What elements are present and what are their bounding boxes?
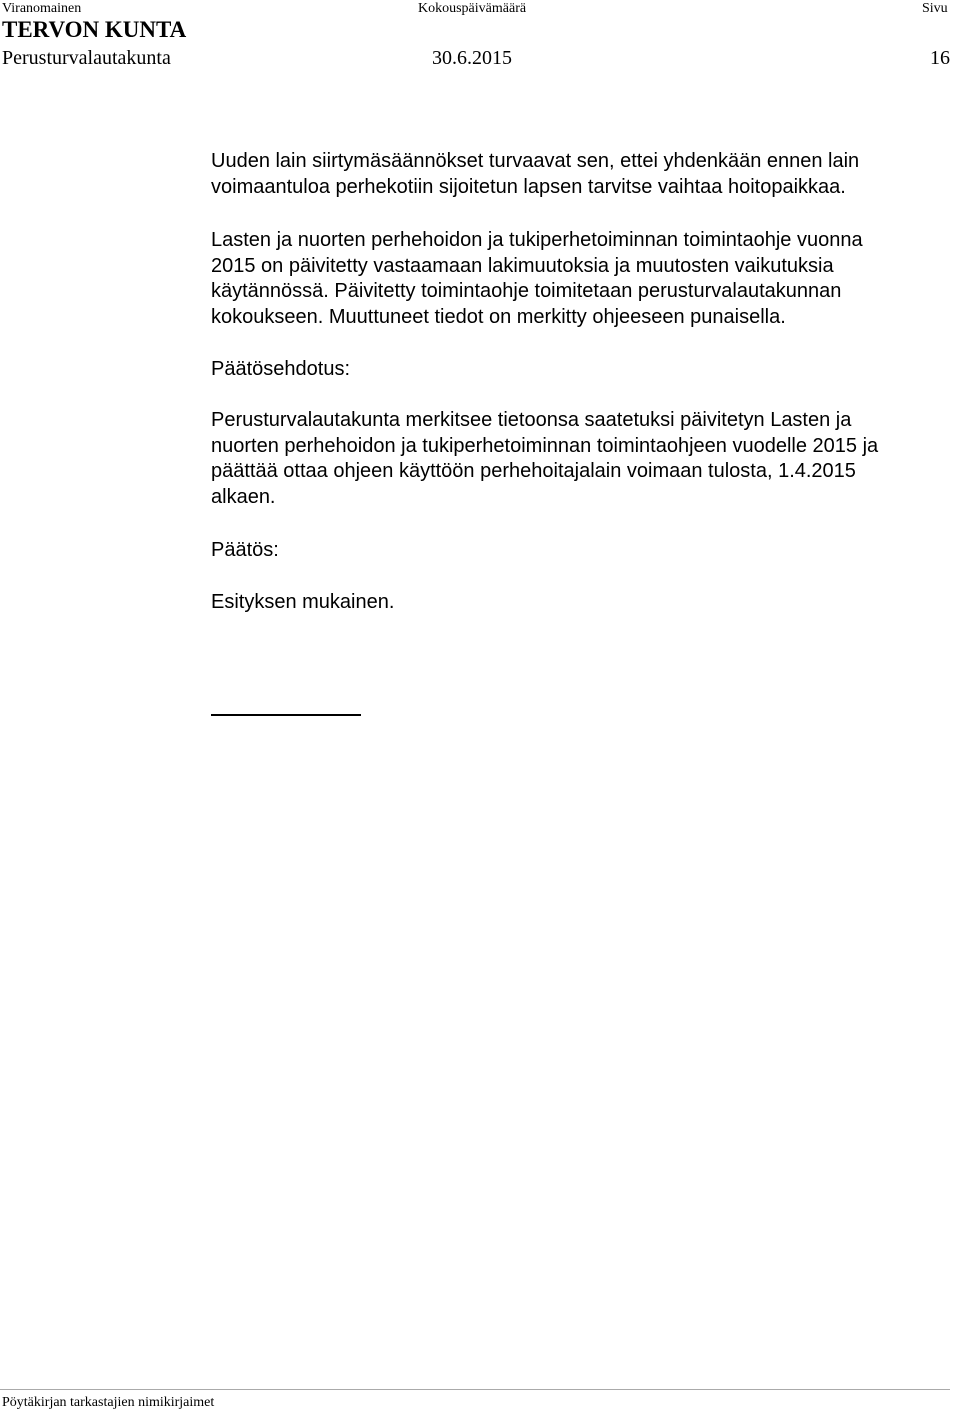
authority-name: Perusturvalautakunta (2, 47, 171, 69)
text-line: käytännössä. Päivitetty toimintaohje toimitetaan perusturvalautakunnan (211, 280, 842, 302)
text-line: Lasten ja nuorten perhehoidon ja tukiperhetoiminnan toimintaohje vuonna (211, 229, 863, 251)
text-line: Perusturvalautakunta merkitsee tietoonsa saatetuksi päivitetyn Lasten ja (211, 409, 852, 431)
proposal-heading: Päätösehdotus: (211, 358, 350, 380)
text-line: nuorten perhehoidon ja tukiperhetoiminnan toimintaohjeen vuodelle 2015 ja (211, 434, 879, 457)
text-line: Uuden lain siirtymäsäännökset turvaavat sen, ettei yhdenkään ennen lain (211, 150, 860, 172)
text-line: voimaantuloa perhekotiin sijoitetun lapsen tarvitse vaihtaa hoitopaikkaa. (211, 175, 846, 198)
paragraph-proposal (211, 408, 956, 510)
footer-divider (0, 1389, 950, 1390)
meeting-date-column-label: Kokouspäivämäärä (418, 1, 527, 16)
footer-signatures-label: Pöytäkirjan tarkastajien nimikirjaimet (2, 1395, 215, 1410)
text-line: kokoukseen. Muuttuneet tiedot on merkitty ohjeeseen punaisella. (211, 305, 786, 328)
paragraph-guideline-update (211, 228, 956, 330)
page-number: 16 (930, 47, 950, 69)
authority-column-label: Viranomainen (2, 1, 82, 16)
signature-line (211, 714, 361, 716)
meeting-date: 30.6.2015 (432, 47, 512, 69)
text-line: 2015 on päivitetty vastaamaan lakimuutoksia ja muutosten vaikutuksia (211, 254, 834, 277)
text-line: päättää ottaa ohjeen käyttöön perhehoitajalain voimaan tulosta, 1.4.2015 (211, 460, 856, 482)
decision-text: Esityksen mukainen. (211, 591, 395, 613)
page-column-label: Sivu (922, 1, 948, 16)
decision-heading: Päätös: (211, 539, 279, 561)
organization-name: TERVON KUNTA (2, 17, 187, 42)
text-line: alkaen. (211, 485, 276, 508)
paragraph-transition-rules (211, 149, 956, 200)
